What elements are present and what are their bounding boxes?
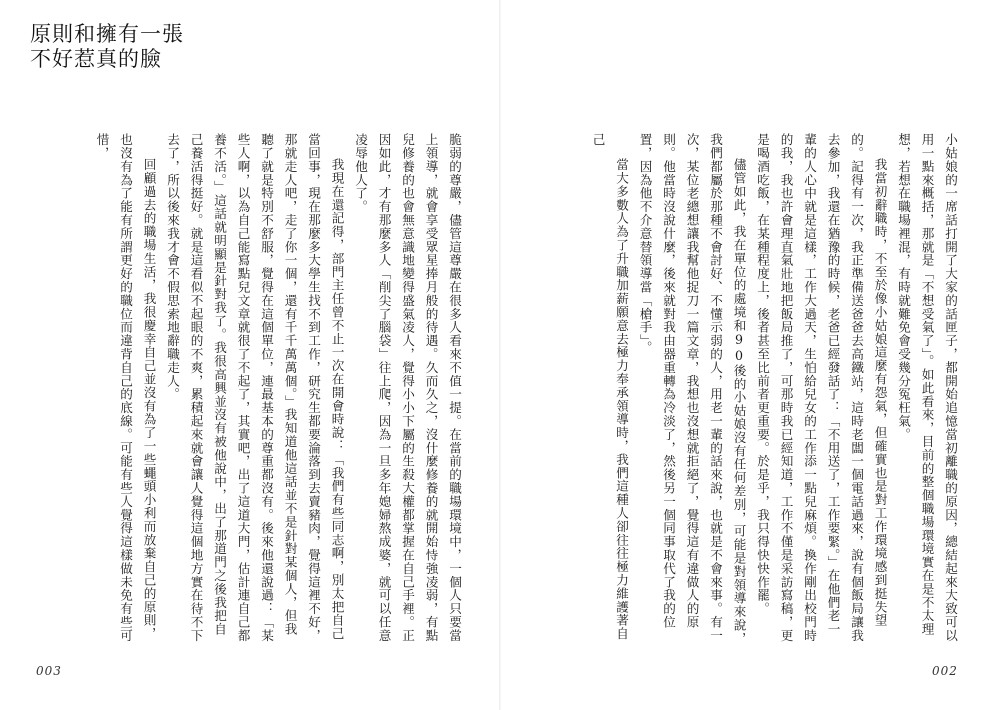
- paragraph: 小姑娘的一席話打開了大家的話匣子，都開始追憶當初離職的原因，總結起來大致可以用一點來概括，那就是「不想受氣了」。如此看來，目前的整個職場環境實在是不太理想，若想在職場裡混，有時就難免會受幾分冤枉氣。: [896, 133, 958, 643]
- header-title-line-1: 原則和擁有一張: [30, 22, 184, 46]
- paragraph: 我當初辭職時，不至於像小姑娘這麼有怨氣，但確實也是對工作環境感到挺失望的。記得有一次，我正準備送爸爸去高鐵站，這時老闆一個電話過來，說有個飯局讓我去參加，我還在猶豫的時候，老爸已經發話了：「不用送了，工作要緊。」在他們老一輩的人心中就是這樣，工作大過天，生怕給兒女的工作添一點兒麻煩。換作剛出校門時的我，我也許會理直氣壯地把飯局推了，可那時我已經知道，工作不僅是采訪寫稿，更是喝酒吃飯，在某種程度上，後者甚至比前者更重要。於是乎，我只得快快作罷。: [755, 133, 888, 643]
- running-header-title: [30, 22, 184, 72]
- page-number-left: 003: [36, 664, 62, 678]
- paragraph: 回顧過去的職場生活，我很慶幸自己並沒有為了一些蠅頭小利而放棄自己的原則，也沒有為了能有所謂更好的職位而違背自己的底線。可能有些人覺得這樣做未免有些可惜，: [94, 133, 157, 643]
- right-page-body: [536, 133, 962, 648]
- paragraph: 當大多數人為了升職加薪願意去極力奉承領導時，我們這種人卻往往極力維護著自己: [590, 133, 629, 641]
- paragraph: 脆弱的尊嚴，儘管這尊嚴在很多人看來不值一提。在當前的職場環境中，一個人只要當上領導，就會享受眾星捧月般的待遇。久而久之，沒什麼修養的就開始恃強凌弱，有點兒修養的也會無意識地變得盛氣凌人，覺得小小下屬的生殺大權都掌握在自己手裡。正因如此，才有那麼多人「削尖了腦袋」往上爬，因為一旦多年媳婦熬成婆，就可以任意凌辱他人了。: [353, 133, 462, 643]
- paragraph: 儘管如此，我在單位的處境和90後的小姑娘沒有任何差別，可能是對領導來說，我們都屬於那種不會討好、不懂示弱的人，用老一輩的話來說，也就是不會來事。有一次，某位老總想讓我幫他捉刀一篇文章，我想也沒想就拒絕了，覺得這有違做人的原則。他當時沒說什麼，後來就對我由器重轉為冷淡了，然後另一個同事取代了我的位置，因為他不介意替領導當「槍手」。: [637, 133, 747, 646]
- left-page-body: [36, 133, 466, 648]
- page-gutter: [499, 0, 501, 710]
- header-title-line-2: 不好惹真的臉: [30, 47, 162, 71]
- page-number-right: 002: [932, 664, 958, 678]
- paragraph: 我現在還記得，部門主任曾不止一次在開會時說：「我們有些同志啊，別太把自己當回事，現在那麼多大學生找不到工作，研究生都要淪落到去賣豬肉，覺得這裡不好，那就走人吧，走了你一個，還有千千萬萬個。」我知道他這話並不是針對某個人，但我聽了就是特別不舒服，覺得在這個單位，連最基本的尊重都沒有。後來他還說過：「某些人啊，以為自己能寫點兒文章就很了不起了，其實吧，出了這道大門，估計連自己都養不活。」這話就明顯是針對我了。我很高興並沒有被他說中，出了那道門之後我把自己養活得挺好。就是這看似不起眼的不爽，累積起來就會讓人覺得這個地方實在待不下去了，所以後來我才會不假思索地辭職走人。: [165, 133, 345, 643]
